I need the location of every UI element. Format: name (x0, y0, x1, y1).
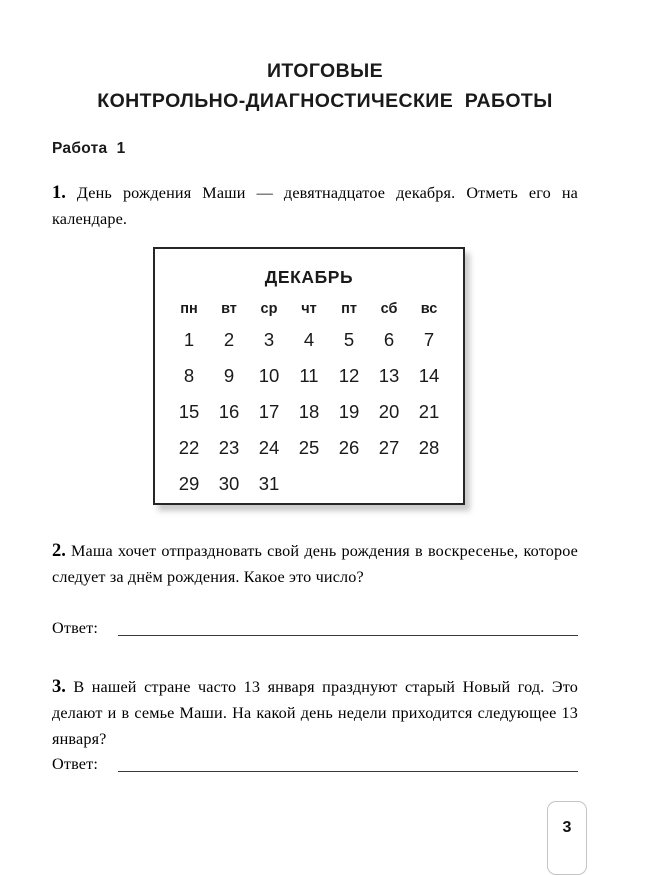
task-3-text: В нашей стране часто 13 января празднуют старый Новый год. Это делают и в семье Маши. На какой день недели приходится следующее 13 января? (52, 678, 578, 748)
calendar-day-empty (289, 469, 329, 499)
answer-label: Ответ: (52, 619, 98, 637)
calendar-day[interactable]: 22 (178, 437, 200, 458)
answer-input-line[interactable] (118, 771, 578, 772)
calendar-day[interactable]: 4 (303, 329, 315, 350)
calendar-day[interactable]: 10 (258, 365, 280, 386)
calendar-weekday-tue: вт (221, 301, 237, 317)
task-1 (52, 180, 578, 232)
calendar-weekday-sun: вс (420, 301, 438, 317)
calendar-weekday-mon: пн (180, 301, 198, 317)
calendar-day[interactable]: 13 (378, 365, 400, 386)
page-title-line-1: ИТОГОВЫЕ (267, 60, 383, 82)
calendar-day[interactable]: 24 (258, 437, 280, 458)
calendar-day[interactable]: 28 (418, 437, 440, 458)
calendar-day[interactable]: 9 (223, 365, 235, 386)
calendar-day[interactable]: 5 (343, 329, 355, 350)
page-number: 3 (562, 819, 572, 836)
page-number-box (547, 801, 587, 875)
calendar-day[interactable]: 29 (178, 473, 200, 494)
task-1-number: 1. (52, 183, 66, 203)
calendar-weekday-thu: чт (301, 301, 317, 317)
answer-row-task-3 (52, 752, 578, 776)
task-2-text: Маша хочет отпраздновать свой день рождения в воскресенье, которое следует за днём рождения. Какое это число? (52, 542, 578, 586)
calendar-day[interactable]: 12 (338, 365, 360, 386)
calendar-day[interactable]: 27 (378, 437, 400, 458)
answer-input-line[interactable] (118, 635, 578, 636)
calendar-day[interactable]: 16 (218, 401, 240, 422)
calendar-day[interactable]: 23 (218, 437, 240, 458)
calendar-day[interactable]: 31 (258, 473, 280, 494)
calendar-day[interactable]: 1 (183, 329, 195, 350)
calendar-day[interactable]: 30 (218, 473, 240, 494)
calendar-day[interactable]: 15 (178, 401, 200, 422)
calendar-day[interactable]: 6 (383, 329, 395, 350)
calendar-day-empty (369, 469, 409, 499)
calendar-day[interactable]: 25 (298, 437, 320, 458)
calendar-day[interactable]: 21 (418, 401, 440, 422)
calendar-day[interactable]: 11 (299, 365, 319, 386)
task-3-number: 3. (52, 677, 66, 697)
answer-row-task-2 (52, 616, 578, 640)
calendar-day[interactable]: 19 (338, 401, 360, 422)
calendar-day[interactable]: 20 (378, 401, 400, 422)
work-heading: Работа 1 (52, 140, 126, 157)
calendar-day[interactable]: 2 (223, 329, 235, 350)
calendar-day[interactable]: 26 (338, 437, 360, 458)
calendar-weekday-sat: сб (380, 301, 398, 317)
answer-label: Ответ: (52, 755, 98, 773)
calendar-day[interactable]: 18 (298, 401, 320, 422)
task-2-number: 2. (52, 541, 66, 561)
calendar-day[interactable]: 7 (423, 329, 435, 350)
page-title-line-2: КОНТРОЛЬНО-ДИАГНОСТИЧЕСКИЕ РАБОТЫ (97, 90, 553, 112)
calendar-weekday-fri: пт (341, 301, 357, 317)
page-title (0, 56, 650, 116)
calendar-day-empty (329, 469, 369, 499)
calendar-day[interactable]: 3 (263, 329, 275, 350)
calendar-grid (155, 299, 463, 499)
calendar-weekday-wed: ср (260, 301, 278, 317)
calendar-day-empty (409, 469, 449, 499)
calendar-day[interactable]: 17 (258, 401, 280, 422)
calendar-card[interactable] (153, 247, 465, 505)
calendar-month-label: ДЕКАБРЬ (264, 267, 354, 287)
calendar-day[interactable]: 8 (183, 365, 195, 386)
december-calendar (153, 247, 465, 505)
task-2 (52, 538, 578, 590)
calendar-day[interactable]: 14 (418, 365, 440, 386)
task-1-text: День рождения Маши — девятнадцатое декабря. Отметь его на календаре. (52, 184, 578, 228)
task-3 (52, 674, 578, 752)
